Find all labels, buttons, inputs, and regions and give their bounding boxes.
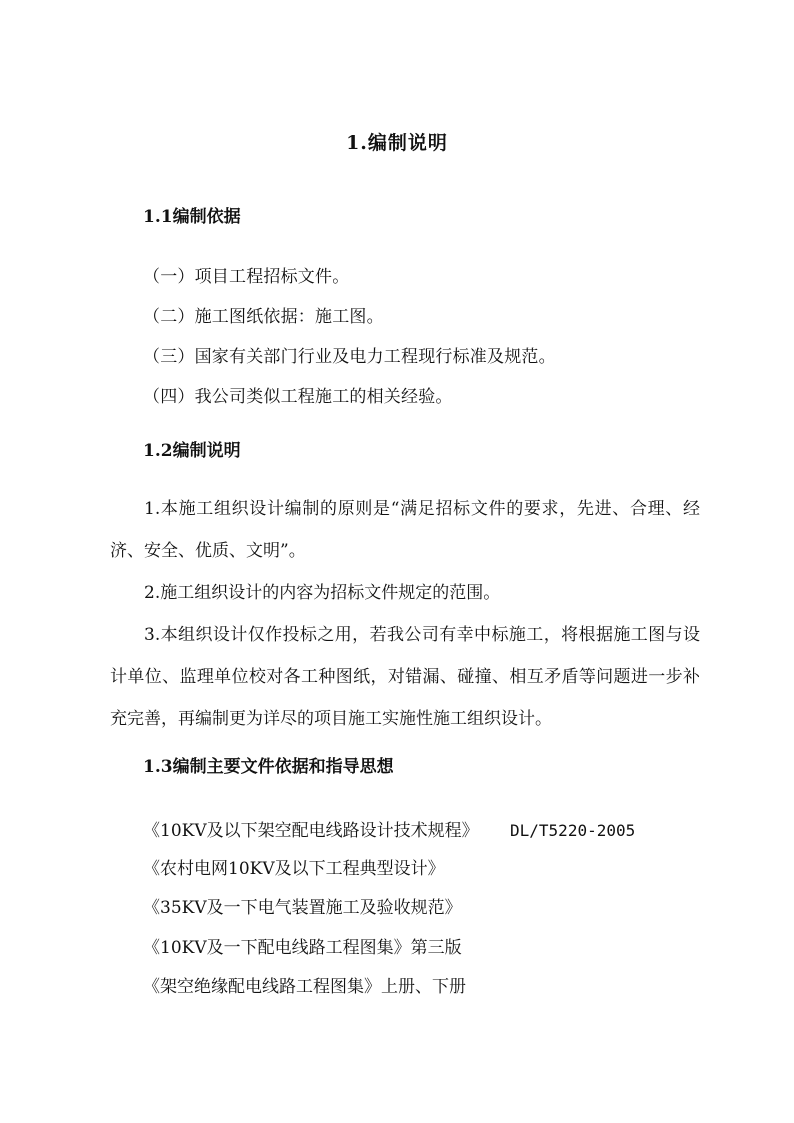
instruction-paragraph-2: 2.施工组织设计的内容为招标文件规定的范围。 (144, 583, 501, 603)
section-heading-1-1: 1.1编制依据 (143, 207, 241, 227)
basis-item-3: （三）国家有关部门行业及电力工程现行标准及规范。 (143, 347, 556, 367)
document-title: 1.编制说明 (346, 132, 448, 154)
basis-item-4: （四）我公司类似工程施工的相关经验。 (143, 387, 453, 407)
basis-item-2: （二）施工图纸依据：施工图。 (143, 307, 384, 327)
reference-item (143, 972, 466, 997)
reference-item (143, 854, 445, 879)
reference-code: DL/T5220-2005 (510, 821, 636, 840)
section-heading-1-3: 1.3编制主要文件依据和指导思想 (143, 757, 394, 777)
reference-title: 《10KV及一下配电线路工程图集》第三版 (143, 938, 462, 958)
reference-title: 《农村电网10KV及以下工程典型设计》 (143, 859, 445, 879)
reference-title: 《10KV及以下架空配电线路设计技术规程》 (143, 821, 479, 841)
reference-item (143, 893, 462, 918)
reference-item (143, 933, 462, 958)
reference-item (143, 816, 635, 841)
reference-title: 《35KV及一下电气装置施工及验收规范》 (143, 898, 462, 918)
reference-title: 《架空绝缘配电线路工程图集》上册、下册 (143, 977, 466, 997)
basis-item-1: （一）项目工程招标文件。 (143, 267, 350, 287)
section-heading-1-2: 1.2编制说明 (143, 441, 241, 461)
instruction-paragraph-3: 3.本组织设计仅作投标之用，若我公司有幸中标施工，将根据施工图与设计单位、监理单位校对各工种图纸，对错漏、碰撞、相互矛盾等问题进一步补充完善，再编制更为详尽的项目施工实施性施工组织设计。 (110, 625, 700, 729)
instruction-paragraph-1: 1.本施工组织设计编制的原则是“满足招标文件的要求，先进、合理、经济、安全、优质、文明”。 (110, 499, 700, 561)
